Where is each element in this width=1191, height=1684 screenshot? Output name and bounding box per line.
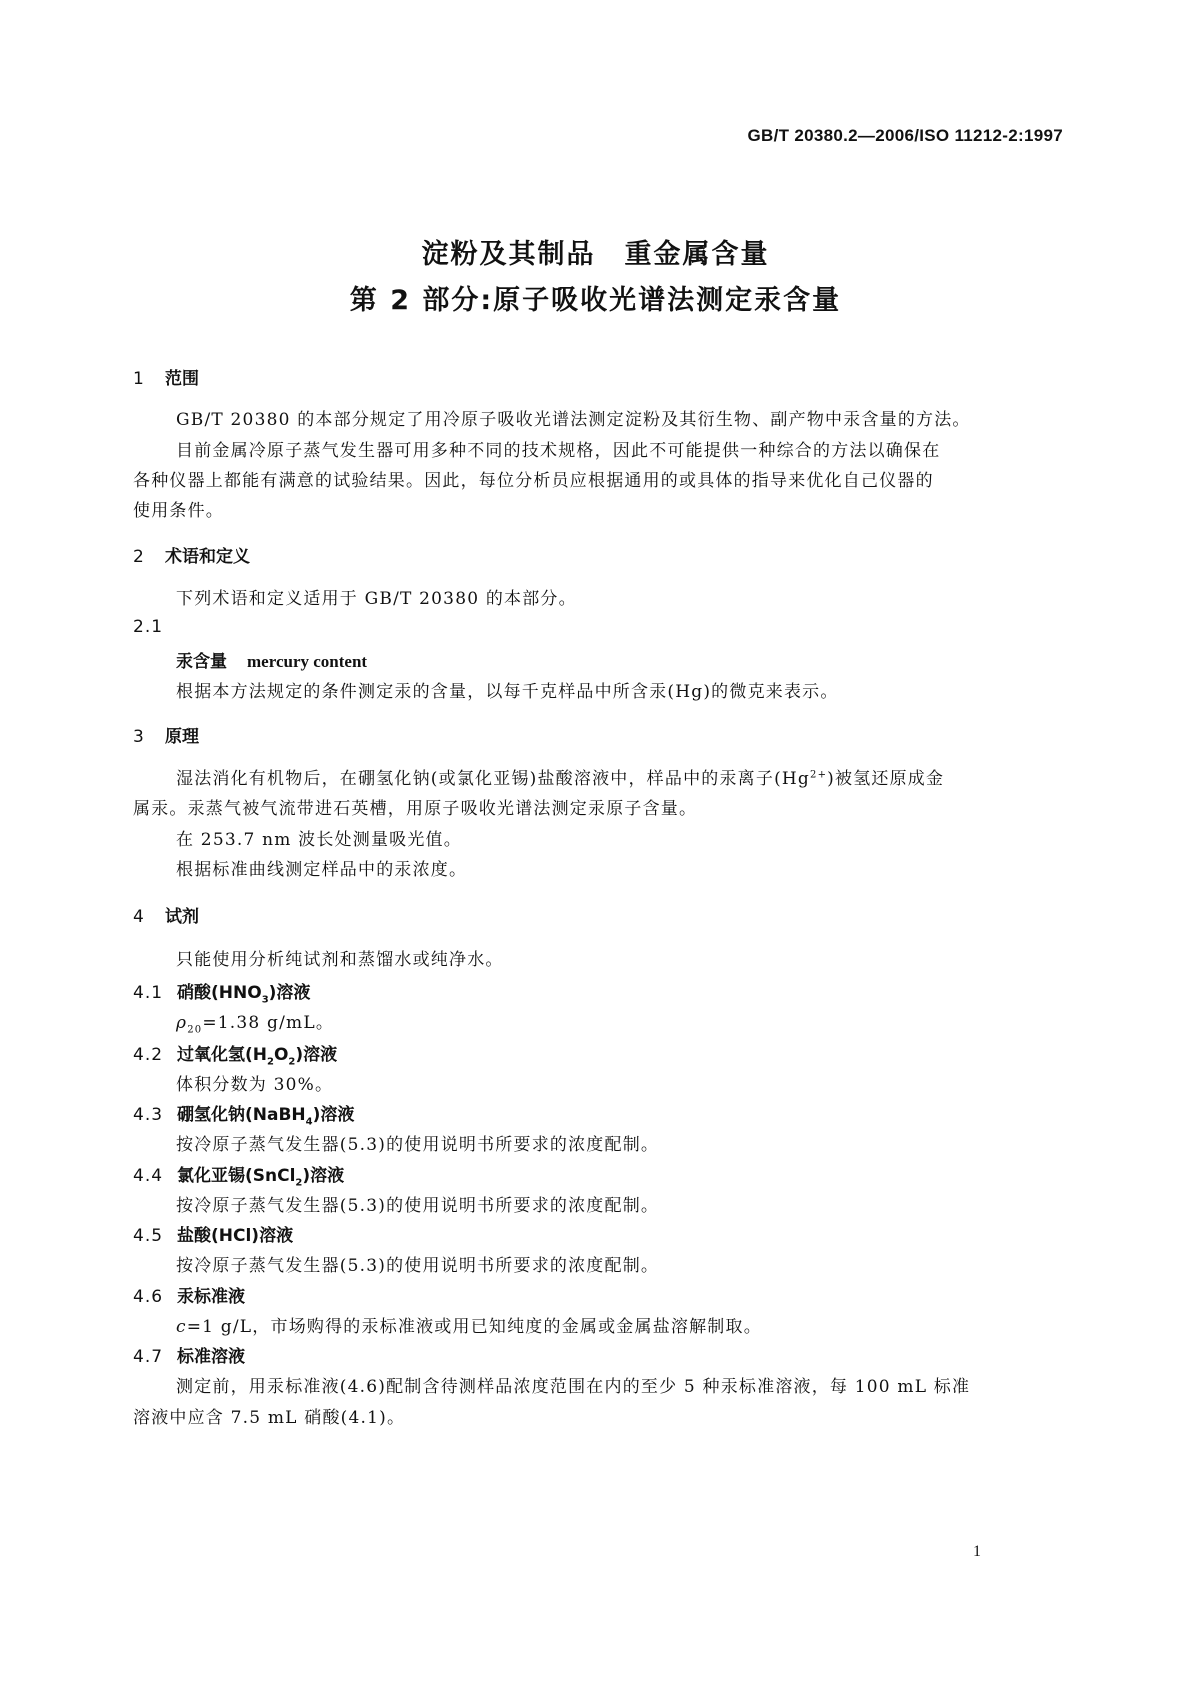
- paragraph-line: [176, 764, 944, 789]
- subsection-number: 4.5: [133, 1226, 164, 1246]
- subsection-number: 4.2: [133, 1045, 164, 1065]
- subsection-number: 4.6: [133, 1287, 164, 1307]
- standard-code: GB/T 20380.2—2006/ISO 11212-2:1997: [747, 126, 1063, 145]
- subsection-number: 4.3: [133, 1105, 164, 1125]
- superscript: 2+: [810, 769, 828, 781]
- section-title: 试剂: [165, 907, 199, 927]
- section-title: 术语和定义: [165, 547, 250, 567]
- subsection-body: 体积分数为 30%。: [176, 1075, 334, 1095]
- subsection-body: [176, 1008, 334, 1035]
- term-chinese: 汞含量: [176, 652, 227, 672]
- text-run: )溶液: [295, 1045, 338, 1065]
- paragraph-line: 各种仪器上都能有满意的试验结果。因此，每位分析员应根据通用的或具体的指导来优化自己仪器的: [133, 471, 934, 491]
- paragraph: 只能使用分析纯试剂和蒸馏水或纯净水。: [176, 950, 504, 970]
- subsection-body: [176, 1312, 762, 1337]
- text-run: )溶液: [312, 1105, 355, 1125]
- subscript: 3: [261, 994, 269, 1006]
- text-run: )溶液: [268, 983, 311, 1003]
- subsection-4-1-heading: [133, 978, 310, 1005]
- subsection-4-4-heading: [133, 1161, 344, 1188]
- section-4-heading: [133, 902, 199, 927]
- subsection-body-line: 溶液中应含 7.5 mL 硝酸(4.1)。: [133, 1408, 406, 1428]
- symbol: ρ: [176, 1013, 188, 1033]
- subsection-body: 按冷原子蒸气发生器(5.3)的使用说明书所要求的浓度配制。: [176, 1135, 660, 1155]
- text-run: 氯化亚锡(SnCl: [177, 1166, 296, 1186]
- subsection-number: 4.1: [133, 983, 164, 1003]
- section-1-heading: [133, 364, 199, 389]
- subscript: 20: [187, 1024, 203, 1036]
- subsection-4-3-heading: [133, 1100, 354, 1127]
- text-run: =1.38 g/mL。: [202, 1013, 335, 1033]
- paragraph: 根据标准曲线测定样品中的汞浓度。: [176, 860, 468, 880]
- subsection-body-line: 测定前，用汞标准液(4.6)配制含待测样品浓度范围在内的至少 5 种汞标准溶液，每 100 mL 标准: [176, 1377, 971, 1397]
- subscript: 2: [267, 1056, 274, 1068]
- section-number: 4: [133, 907, 144, 927]
- subscript: 4: [305, 1116, 313, 1128]
- document-title-line1: 淀粉及其制品 重金属含量: [421, 239, 770, 270]
- paragraph-line: 属汞。汞蒸气被气流带进石英槽，用原子吸收光谱法测定汞原子含量。: [133, 799, 698, 819]
- term-definition: 根据本方法规定的条件测定汞的含量，以每千克样品中所含汞(Hg)的微克来表示。: [176, 682, 839, 702]
- subsection-4-2-heading: [133, 1040, 337, 1067]
- section-2-heading: [133, 542, 250, 567]
- subsection-4-6-heading: [133, 1282, 245, 1307]
- text-run: 标准溶液: [177, 1347, 245, 1367]
- text-run: =1 g/L，市场购得的汞标准液或用已知纯度的金属或金属盐溶解制取。: [186, 1317, 762, 1337]
- subsection-4-7-heading: [133, 1342, 245, 1367]
- subscript: 2: [288, 1056, 296, 1068]
- subsection-number: 2.1: [133, 617, 164, 637]
- section-3-heading: [133, 722, 199, 747]
- subsection-number: 4.7: [133, 1347, 164, 1367]
- paragraph: 下列术语和定义适用于 GB/T 20380 的本部分。: [176, 589, 577, 609]
- paragraph-line: 目前金属冷原子蒸气发生器可用多种不同的技术规格，因此不可能提供一种综合的方法以确保在: [176, 441, 941, 461]
- text-run: )被氢还原成金: [827, 769, 945, 789]
- text-run: 汞标准液: [177, 1287, 245, 1307]
- section-number: 1: [133, 369, 144, 389]
- subsection-body: 按冷原子蒸气发生器(5.3)的使用说明书所要求的浓度配制。: [176, 1196, 660, 1216]
- symbol: c: [176, 1317, 187, 1337]
- text-run: 盐酸(HCl)溶液: [177, 1226, 294, 1246]
- page-number: 1: [973, 1543, 981, 1560]
- section-number: 3: [133, 727, 144, 747]
- text-run: 硝酸(HNO: [177, 983, 262, 1003]
- text-run: 湿法消化有机物后，在硼氢化钠(或氯化亚锡)盐酸溶液中，样品中的汞离子(Hg: [176, 769, 811, 789]
- text-run: 硼氢化钠(NaBH: [177, 1105, 306, 1125]
- paragraph-line: 使用条件。: [133, 501, 224, 521]
- term-english: mercury content: [247, 652, 368, 671]
- term-entry: [176, 647, 367, 672]
- text-run: )溶液: [302, 1166, 345, 1186]
- text-run: O: [273, 1045, 289, 1065]
- subscript: 2: [295, 1177, 303, 1189]
- section-title: 范围: [165, 369, 199, 389]
- paragraph: 在 253.7 nm 波长处测量吸光值。: [176, 830, 462, 850]
- document-title-line2: 第 2 部分:原子吸收光谱法测定汞含量: [349, 285, 842, 316]
- paragraph: GB/T 20380 的本部分规定了用冷原子吸收光谱法测定淀粉及其衍生物、副产物中汞含量的方法。: [176, 410, 971, 430]
- subsection-number: 4.4: [133, 1166, 164, 1186]
- subsection-body: 按冷原子蒸气发生器(5.3)的使用说明书所要求的浓度配制。: [176, 1256, 660, 1276]
- section-title: 原理: [165, 727, 199, 747]
- text-run: 过氧化氢(H: [177, 1045, 267, 1065]
- section-number: 2: [133, 547, 144, 567]
- subsection-4-5-heading: [133, 1221, 293, 1246]
